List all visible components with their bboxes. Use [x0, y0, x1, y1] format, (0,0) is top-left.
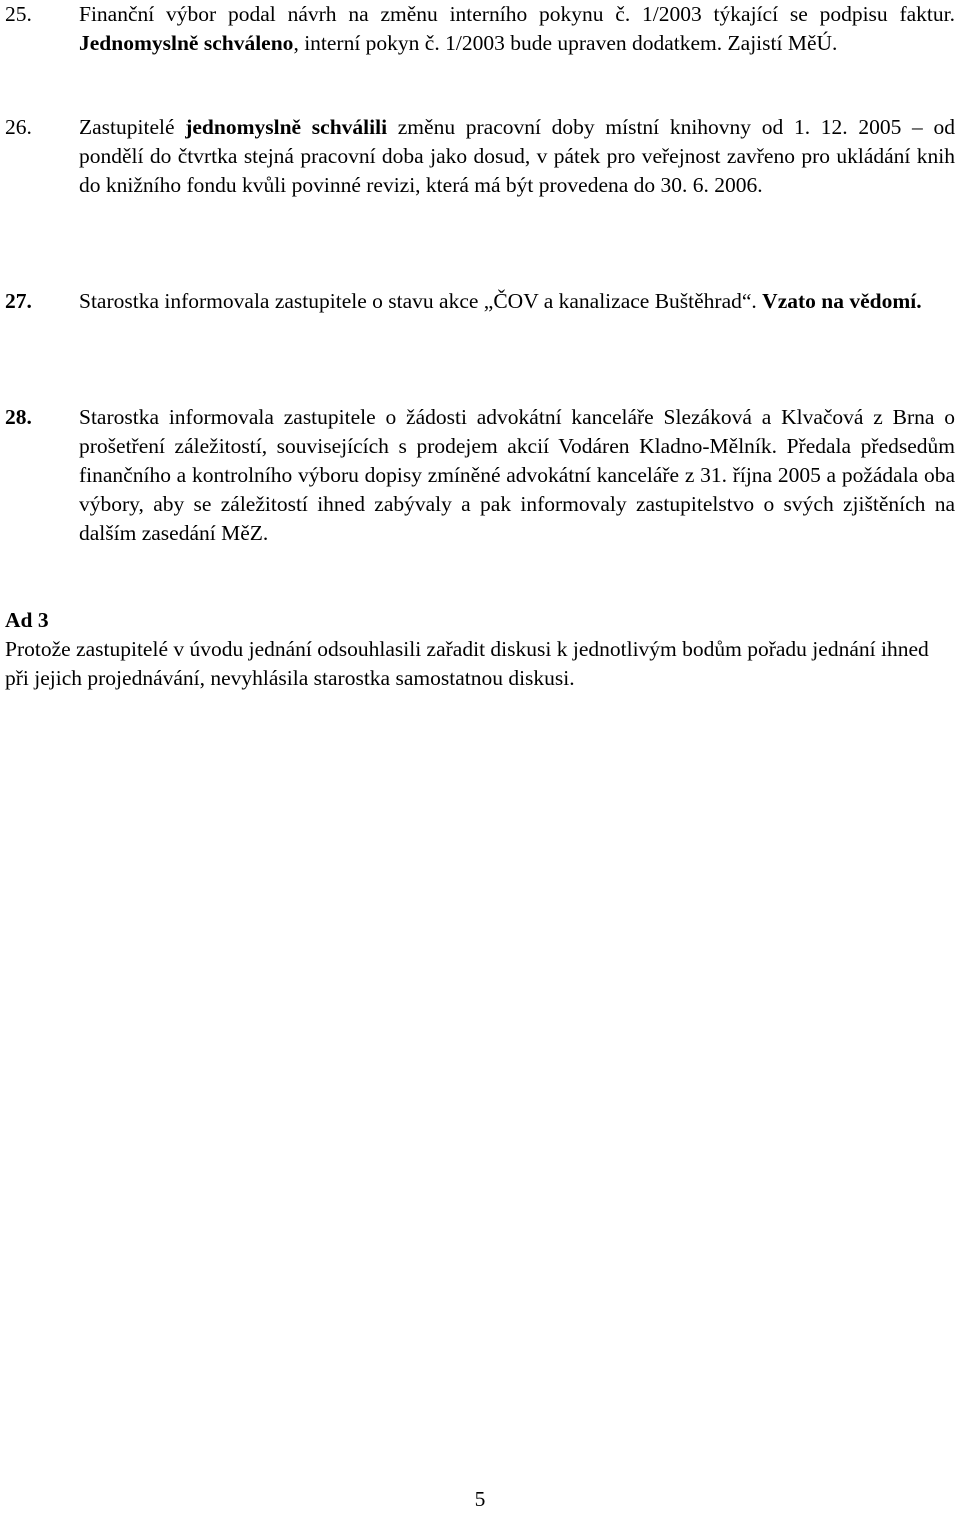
item-number: 26.	[5, 115, 32, 139]
item-number: 27.	[5, 289, 32, 313]
item-text	[79, 403, 955, 548]
item-text-bold: Vzato na vědomí.	[762, 289, 922, 313]
item-text	[79, 0, 955, 58]
item-text	[79, 113, 955, 200]
item-text-part: Zastupitelé	[79, 115, 186, 139]
resolution-item-26	[5, 113, 955, 200]
item-text-bold: Jednomyslně schváleno	[79, 31, 294, 55]
resolution-item-27	[5, 287, 955, 316]
item-text-bold: jednomyslně schválili	[185, 115, 388, 139]
item-text-part: Finanční výbor podal návrh na změnu interního pokynu č. 1/2003 týkající se podpisu faktur.	[79, 2, 955, 26]
item-text-part: Starostka informovala zastupitele o žádosti advokátní kanceláře Slezáková a Klvačová z Brna o prošetření záležitostí, souvisejících s prodejem akcií Vodáren Kladno-Mělník. Předala předsedům finančního a kontrolního výboru dopisy zmíněné advokátní kanceláře z 31. října 2005 a požádala oba výbory, aby se záležitostí ihned zabývaly a pak informovaly zastupitelstvo o svých zjištěních na dalším zasedání MěZ.	[79, 405, 955, 545]
item-number: 28.	[5, 405, 32, 429]
item-text-part: , interní pokyn č. 1/2003 bude upraven dodatkem. Zajistí MěÚ.	[293, 31, 838, 55]
item-text-part: změnu pracovní doby místní knihovny od 1. 12. 2005 – od pondělí do čtvrtka stejná pracovní doba jako dosud, v pátek pro veřejnost zavřeno pro ukládání knih do knižního fondu kvůli povinné revizi, která má být provedena do 30. 6. 2006.	[79, 115, 955, 197]
resolution-item-28	[5, 403, 955, 548]
resolution-item-25	[5, 0, 955, 58]
item-text-part: Starostka informovala zastupitele o stavu akce „ČOV a kanalizace Buštěhrad“.	[79, 289, 763, 313]
section-heading: Ad 3	[5, 608, 49, 632]
item-text	[79, 287, 955, 316]
item-number: 25.	[5, 2, 32, 26]
page-number: 5	[474, 1487, 486, 1511]
section-body: Protože zastupitelé v úvodu jednání odsouhlasili zařadit diskusi k jednotlivým bodům pořadu jednání ihned při jejich projednávání, nevyhlásila starostka samostatnou diskusi.	[5, 637, 929, 690]
